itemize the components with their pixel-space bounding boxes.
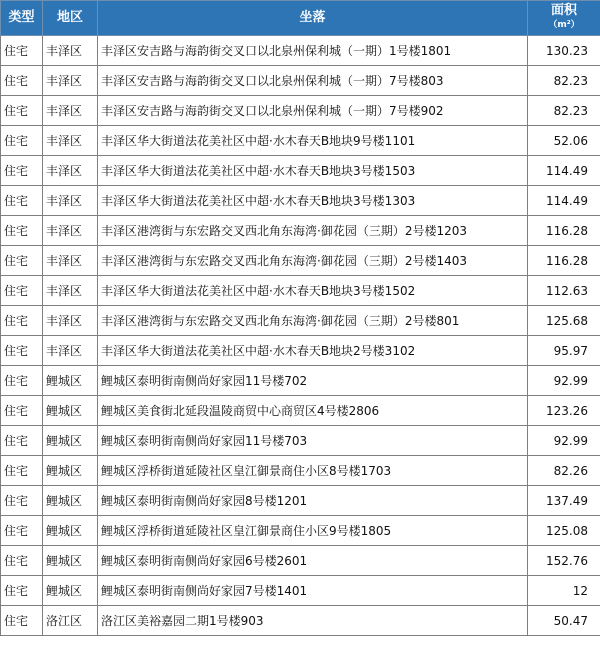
table-row bbox=[1, 426, 600, 456]
header-region: 地区 bbox=[43, 1, 98, 36]
cell-area: 82.26 bbox=[528, 456, 600, 486]
cell-address: 丰泽区港湾街与东宏路交叉西北角东海湾·御花园（三期）2号楼801 bbox=[98, 306, 528, 336]
cell-type: 住宅 bbox=[1, 576, 43, 606]
cell-type: 住宅 bbox=[1, 156, 43, 186]
cell-region: 丰泽区 bbox=[43, 336, 98, 366]
cell-address: 丰泽区华大街道法花美社区中超·水木春天B地块2号楼3102 bbox=[98, 336, 528, 366]
cell-region: 丰泽区 bbox=[43, 36, 98, 66]
cell-region: 丰泽区 bbox=[43, 276, 98, 306]
table-row bbox=[1, 396, 600, 426]
cell-type: 住宅 bbox=[1, 216, 43, 246]
cell-type: 住宅 bbox=[1, 456, 43, 486]
table-row bbox=[1, 546, 600, 576]
table-row bbox=[1, 336, 600, 366]
cell-region: 丰泽区 bbox=[43, 246, 98, 276]
cell-type: 住宅 bbox=[1, 66, 43, 96]
cell-area: 123.26 bbox=[528, 396, 600, 426]
cell-address: 丰泽区华大街道法花美社区中超·水木春天B地块3号楼1503 bbox=[98, 156, 528, 186]
cell-area: 112.63 bbox=[528, 276, 600, 306]
cell-type: 住宅 bbox=[1, 546, 43, 576]
cell-type: 住宅 bbox=[1, 516, 43, 546]
cell-address: 丰泽区安吉路与海韵街交叉口以北泉州保利城（一期）1号楼1801 bbox=[98, 36, 528, 66]
table-row bbox=[1, 186, 600, 216]
cell-type: 住宅 bbox=[1, 276, 43, 306]
cell-type: 住宅 bbox=[1, 486, 43, 516]
table-row bbox=[1, 486, 600, 516]
cell-region: 鲤城区 bbox=[43, 426, 98, 456]
cell-address: 鲤城区浮桥街道延陵社区皇江御景商住小区8号楼1703 bbox=[98, 456, 528, 486]
cell-area: 116.28 bbox=[528, 216, 600, 246]
cell-area: 92.99 bbox=[528, 426, 600, 456]
table-row bbox=[1, 96, 600, 126]
cell-address: 丰泽区安吉路与海韵街交叉口以北泉州保利城（一期）7号楼902 bbox=[98, 96, 528, 126]
cell-type: 住宅 bbox=[1, 126, 43, 156]
table-row bbox=[1, 576, 600, 606]
cell-area: 82.23 bbox=[528, 66, 600, 96]
cell-area: 92.99 bbox=[528, 366, 600, 396]
cell-address: 鲤城区泰明街南侧尚好家园7号楼1401 bbox=[98, 576, 528, 606]
cell-region: 鲤城区 bbox=[43, 366, 98, 396]
cell-type: 住宅 bbox=[1, 336, 43, 366]
cell-area: 116.28 bbox=[528, 246, 600, 276]
table-row bbox=[1, 216, 600, 246]
header-area-label: 面积 bbox=[550, 3, 577, 18]
cell-region: 洛江区 bbox=[43, 606, 98, 636]
cell-type: 住宅 bbox=[1, 606, 43, 636]
header-row bbox=[1, 1, 600, 36]
cell-area: 52.06 bbox=[528, 126, 600, 156]
cell-area: 114.49 bbox=[528, 186, 600, 216]
header-area-unit: （m²） bbox=[548, 20, 580, 30]
cell-address: 丰泽区安吉路与海韵街交叉口以北泉州保利城（一期）7号楼803 bbox=[98, 66, 528, 96]
cell-type: 住宅 bbox=[1, 96, 43, 126]
cell-region: 鲤城区 bbox=[43, 456, 98, 486]
cell-type: 住宅 bbox=[1, 366, 43, 396]
cell-region: 鲤城区 bbox=[43, 516, 98, 546]
cell-area: 114.49 bbox=[528, 156, 600, 186]
cell-region: 鲤城区 bbox=[43, 546, 98, 576]
table-row bbox=[1, 156, 600, 186]
table-row bbox=[1, 246, 600, 276]
cell-type: 住宅 bbox=[1, 36, 43, 66]
table-row bbox=[1, 276, 600, 306]
cell-area: 130.23 bbox=[528, 36, 600, 66]
cell-region: 丰泽区 bbox=[43, 306, 98, 336]
table-row bbox=[1, 456, 600, 486]
cell-address: 丰泽区华大街道法花美社区中超·水木春天B地块9号楼1101 bbox=[98, 126, 528, 156]
cell-region: 丰泽区 bbox=[43, 96, 98, 126]
cell-type: 住宅 bbox=[1, 426, 43, 456]
cell-address: 丰泽区华大街道法花美社区中超·水木春天B地块3号楼1303 bbox=[98, 186, 528, 216]
cell-area: 125.08 bbox=[528, 516, 600, 546]
table-row bbox=[1, 516, 600, 546]
cell-address: 鲤城区泰明街南侧尚好家园11号楼702 bbox=[98, 366, 528, 396]
table-row bbox=[1, 36, 600, 66]
cell-region: 鲤城区 bbox=[43, 486, 98, 516]
cell-area: 82.23 bbox=[528, 96, 600, 126]
cell-region: 丰泽区 bbox=[43, 216, 98, 246]
header-area bbox=[528, 1, 600, 36]
cell-address: 鲤城区泰明街南侧尚好家园8号楼1201 bbox=[98, 486, 528, 516]
cell-region: 丰泽区 bbox=[43, 186, 98, 216]
cell-type: 住宅 bbox=[1, 306, 43, 336]
cell-address: 鲤城区泰明街南侧尚好家园11号楼703 bbox=[98, 426, 528, 456]
header-type: 类型 bbox=[1, 1, 43, 36]
cell-area: 50.47 bbox=[528, 606, 600, 636]
table-row bbox=[1, 306, 600, 336]
cell-address: 丰泽区华大街道法花美社区中超·水木春天B地块3号楼1502 bbox=[98, 276, 528, 306]
cell-address: 丰泽区港湾街与东宏路交叉西北角东海湾·御花园（三期）2号楼1203 bbox=[98, 216, 528, 246]
cell-type: 住宅 bbox=[1, 396, 43, 426]
cell-address: 鲤城区浮桥街道延陵社区皇江御景商住小区9号楼1805 bbox=[98, 516, 528, 546]
cell-address: 洛江区美裕嘉园二期1号楼903 bbox=[98, 606, 528, 636]
cell-region: 鲤城区 bbox=[43, 396, 98, 426]
table-row bbox=[1, 366, 600, 396]
cell-address: 丰泽区港湾街与东宏路交叉西北角东海湾·御花园（三期）2号楼1403 bbox=[98, 246, 528, 276]
table-row bbox=[1, 126, 600, 156]
cell-address: 鲤城区美食街北延段温陵商贸中心商贸区4号楼2806 bbox=[98, 396, 528, 426]
table-row bbox=[1, 66, 600, 96]
cell-address: 鲤城区泰明街南侧尚好家园6号楼2601 bbox=[98, 546, 528, 576]
cell-area: 95.97 bbox=[528, 336, 600, 366]
cell-area: 12 bbox=[528, 576, 600, 606]
cell-region: 鲤城区 bbox=[43, 576, 98, 606]
cell-area: 125.68 bbox=[528, 306, 600, 336]
cell-area: 137.49 bbox=[528, 486, 600, 516]
cell-region: 丰泽区 bbox=[43, 66, 98, 96]
cell-region: 丰泽区 bbox=[43, 156, 98, 186]
cell-type: 住宅 bbox=[1, 186, 43, 216]
cell-area: 152.76 bbox=[528, 546, 600, 576]
table-row bbox=[1, 606, 600, 636]
cell-type: 住宅 bbox=[1, 246, 43, 276]
cell-region: 丰泽区 bbox=[43, 126, 98, 156]
header-address: 坐落 bbox=[98, 1, 528, 36]
